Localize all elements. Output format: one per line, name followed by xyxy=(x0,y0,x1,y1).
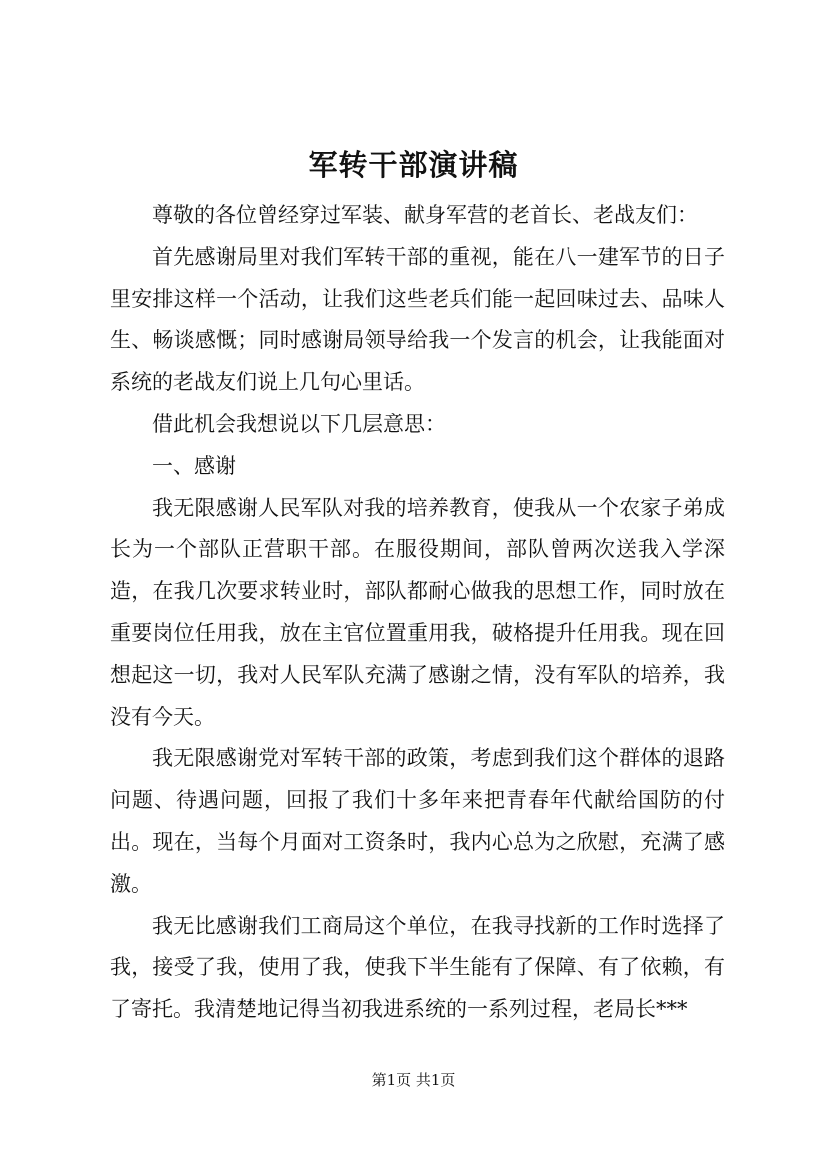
section-heading-thanks: 一、感谢 xyxy=(152,453,236,478)
paragraph-thanks-army: 我无限感谢人民军队对我的培养教育，使我从一个农家子弟成长为一个部队正营职干部。在服役期间，部队曾两次送我入学深造，在我几次要求转业时，部队都耐心做我的思想工作，同时放在重要岗位任用我，放在主官位置重用我，破格提升任用我。现在回想起这一切，我对人民军队充满了感谢之情，没有军队的培养，我没有今天。 xyxy=(110,495,725,729)
paragraph-intro: 借此机会我想说以下几层意思： xyxy=(152,411,446,436)
page-footer: 第1页 共1页 xyxy=(371,1071,456,1089)
paragraph-thanks-bureau: 我无比感谢我们工商局这个单位，在我寻找新的工作时选择了我，接受了我，使用了我，使我下半生能有了保障、有了依赖，有了寄托。我清楚地记得当初我进系统的一系列过程，老局长*** xyxy=(110,913,725,1022)
document-title: 军转干部演讲稿 xyxy=(308,148,519,182)
paragraph-thanks-party: 我无限感谢党对军转干部的政策，考虑到我们这个群体的退路问题、待遇问题，回报了我们十多年来把青春年代献给国防的付出。现在，当每个月面对工资条时，我内心总为之欣慰，充满了感激。 xyxy=(110,746,725,896)
paragraph-salutation: 尊敬的各位曾经穿过军装、献身军营的老首长、老战友们： xyxy=(152,203,698,227)
paragraph-opening: 首先感谢局里对我们军转干部的重视，能在八一建军节的日子里安排这样一个活动，让我们这些老兵们能一起回味过去、品味人生、畅谈感慨；同时感谢局领导给我一个发言的机会，让我能面对系统的老战友们说上几句心里话。 xyxy=(110,244,725,395)
document-body xyxy=(110,195,725,1031)
